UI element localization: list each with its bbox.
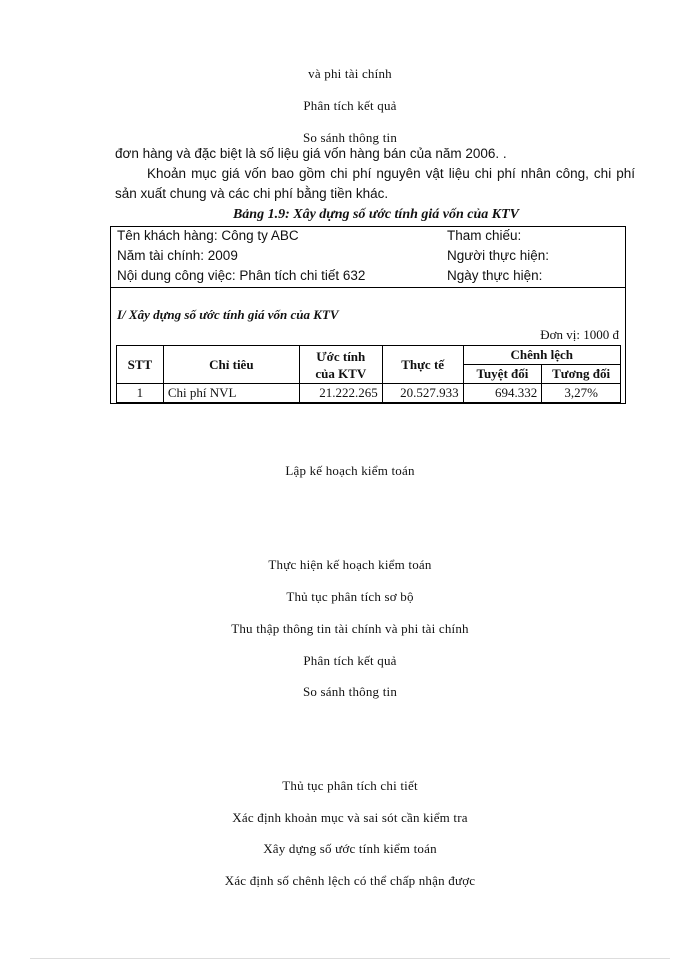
working-paper-box [110,226,626,404]
top-line-1: và phi tài chính [308,66,392,81]
header-estimate [299,346,382,384]
flow-line-3: Thủ tục phân tích sơ bộ [286,589,414,604]
unit-label: Đơn vị: 1000 đ [540,327,619,342]
table-caption: Bảng 1.9: Xây dựng số ước tính giá vốn của KTV [232,207,520,222]
client-name: Tên khách hàng: Công ty ABC [117,228,299,243]
cell-actual: 20.527.933 [382,384,463,403]
flow-line-10: Xác định số chênh lệch có thể chấp nhận được [224,873,476,888]
header-absolute: Tuyệt đối [463,365,542,384]
flow-line-2: Thực hiện kế hoạch kiểm toán [268,557,432,572]
table-row [117,384,621,403]
flow-line-8: Xác định khoản mục và sai sót cần kiểm tra [232,810,468,825]
flow-line-6: So sánh thông tin [302,684,398,699]
work-content: Nội dung công việc: Phân tích chi tiết 632 [117,268,366,283]
reference-label: Tham chiếu: [447,228,522,243]
cell-absolute: 694.332 [463,384,542,403]
header-stt: STT [117,346,164,384]
date-label: Ngày thực hiện: [447,268,543,283]
cell-relative: 3,27% [542,384,621,403]
flow-line-7: Thủ tục phân tích chi tiết [282,778,418,793]
flow-line-5: Phân tích kết quả [303,653,397,668]
paragraph-2: Khoản mục giá vốn bao gồm chi phí nguyên vật liệu chi phí nhân công, chi phí sản xuất chung và các chi phí bằng tiền khác. [115,166,635,201]
cell-stt: 1 [117,384,164,403]
header-relative: Tương đối [542,365,621,384]
flow-line-4: Thu thập thông tin tài chính và phi tài chính [231,621,469,636]
header-item: Chỉ tiêu [163,346,299,384]
flow-line-9: Xây dựng số ước tính kiểm toán [263,841,437,856]
top-line-3: So sánh thông tin [302,130,398,145]
page-bottom-rule [30,958,670,959]
header-estimate-line-2: của KTV [315,365,367,381]
performer-label: Người thực hiện: [447,248,549,263]
header-difference: Chênh lệch [463,346,620,365]
cell-estimate: 21.222.265 [299,384,382,403]
estimate-table [116,345,621,403]
section-title: I/ Xây dựng số ước tính giá vốn của KTV [117,307,339,322]
flow-line-1: Lập kế hoạch kiểm toán [285,463,415,478]
top-line-2: Phân tích kết quả [303,98,397,113]
box-divider [111,287,625,288]
cell-item: Chi phí NVL [163,384,299,403]
fiscal-year: Năm tài chính: 2009 [117,248,238,263]
header-actual: Thực tế [382,346,463,384]
header-estimate-line-1: Ước tính [316,348,366,364]
paragraph-1: đơn hàng và đặc biệt là số liệu giá vốn hàng bán của năm 2006. . [115,146,507,161]
